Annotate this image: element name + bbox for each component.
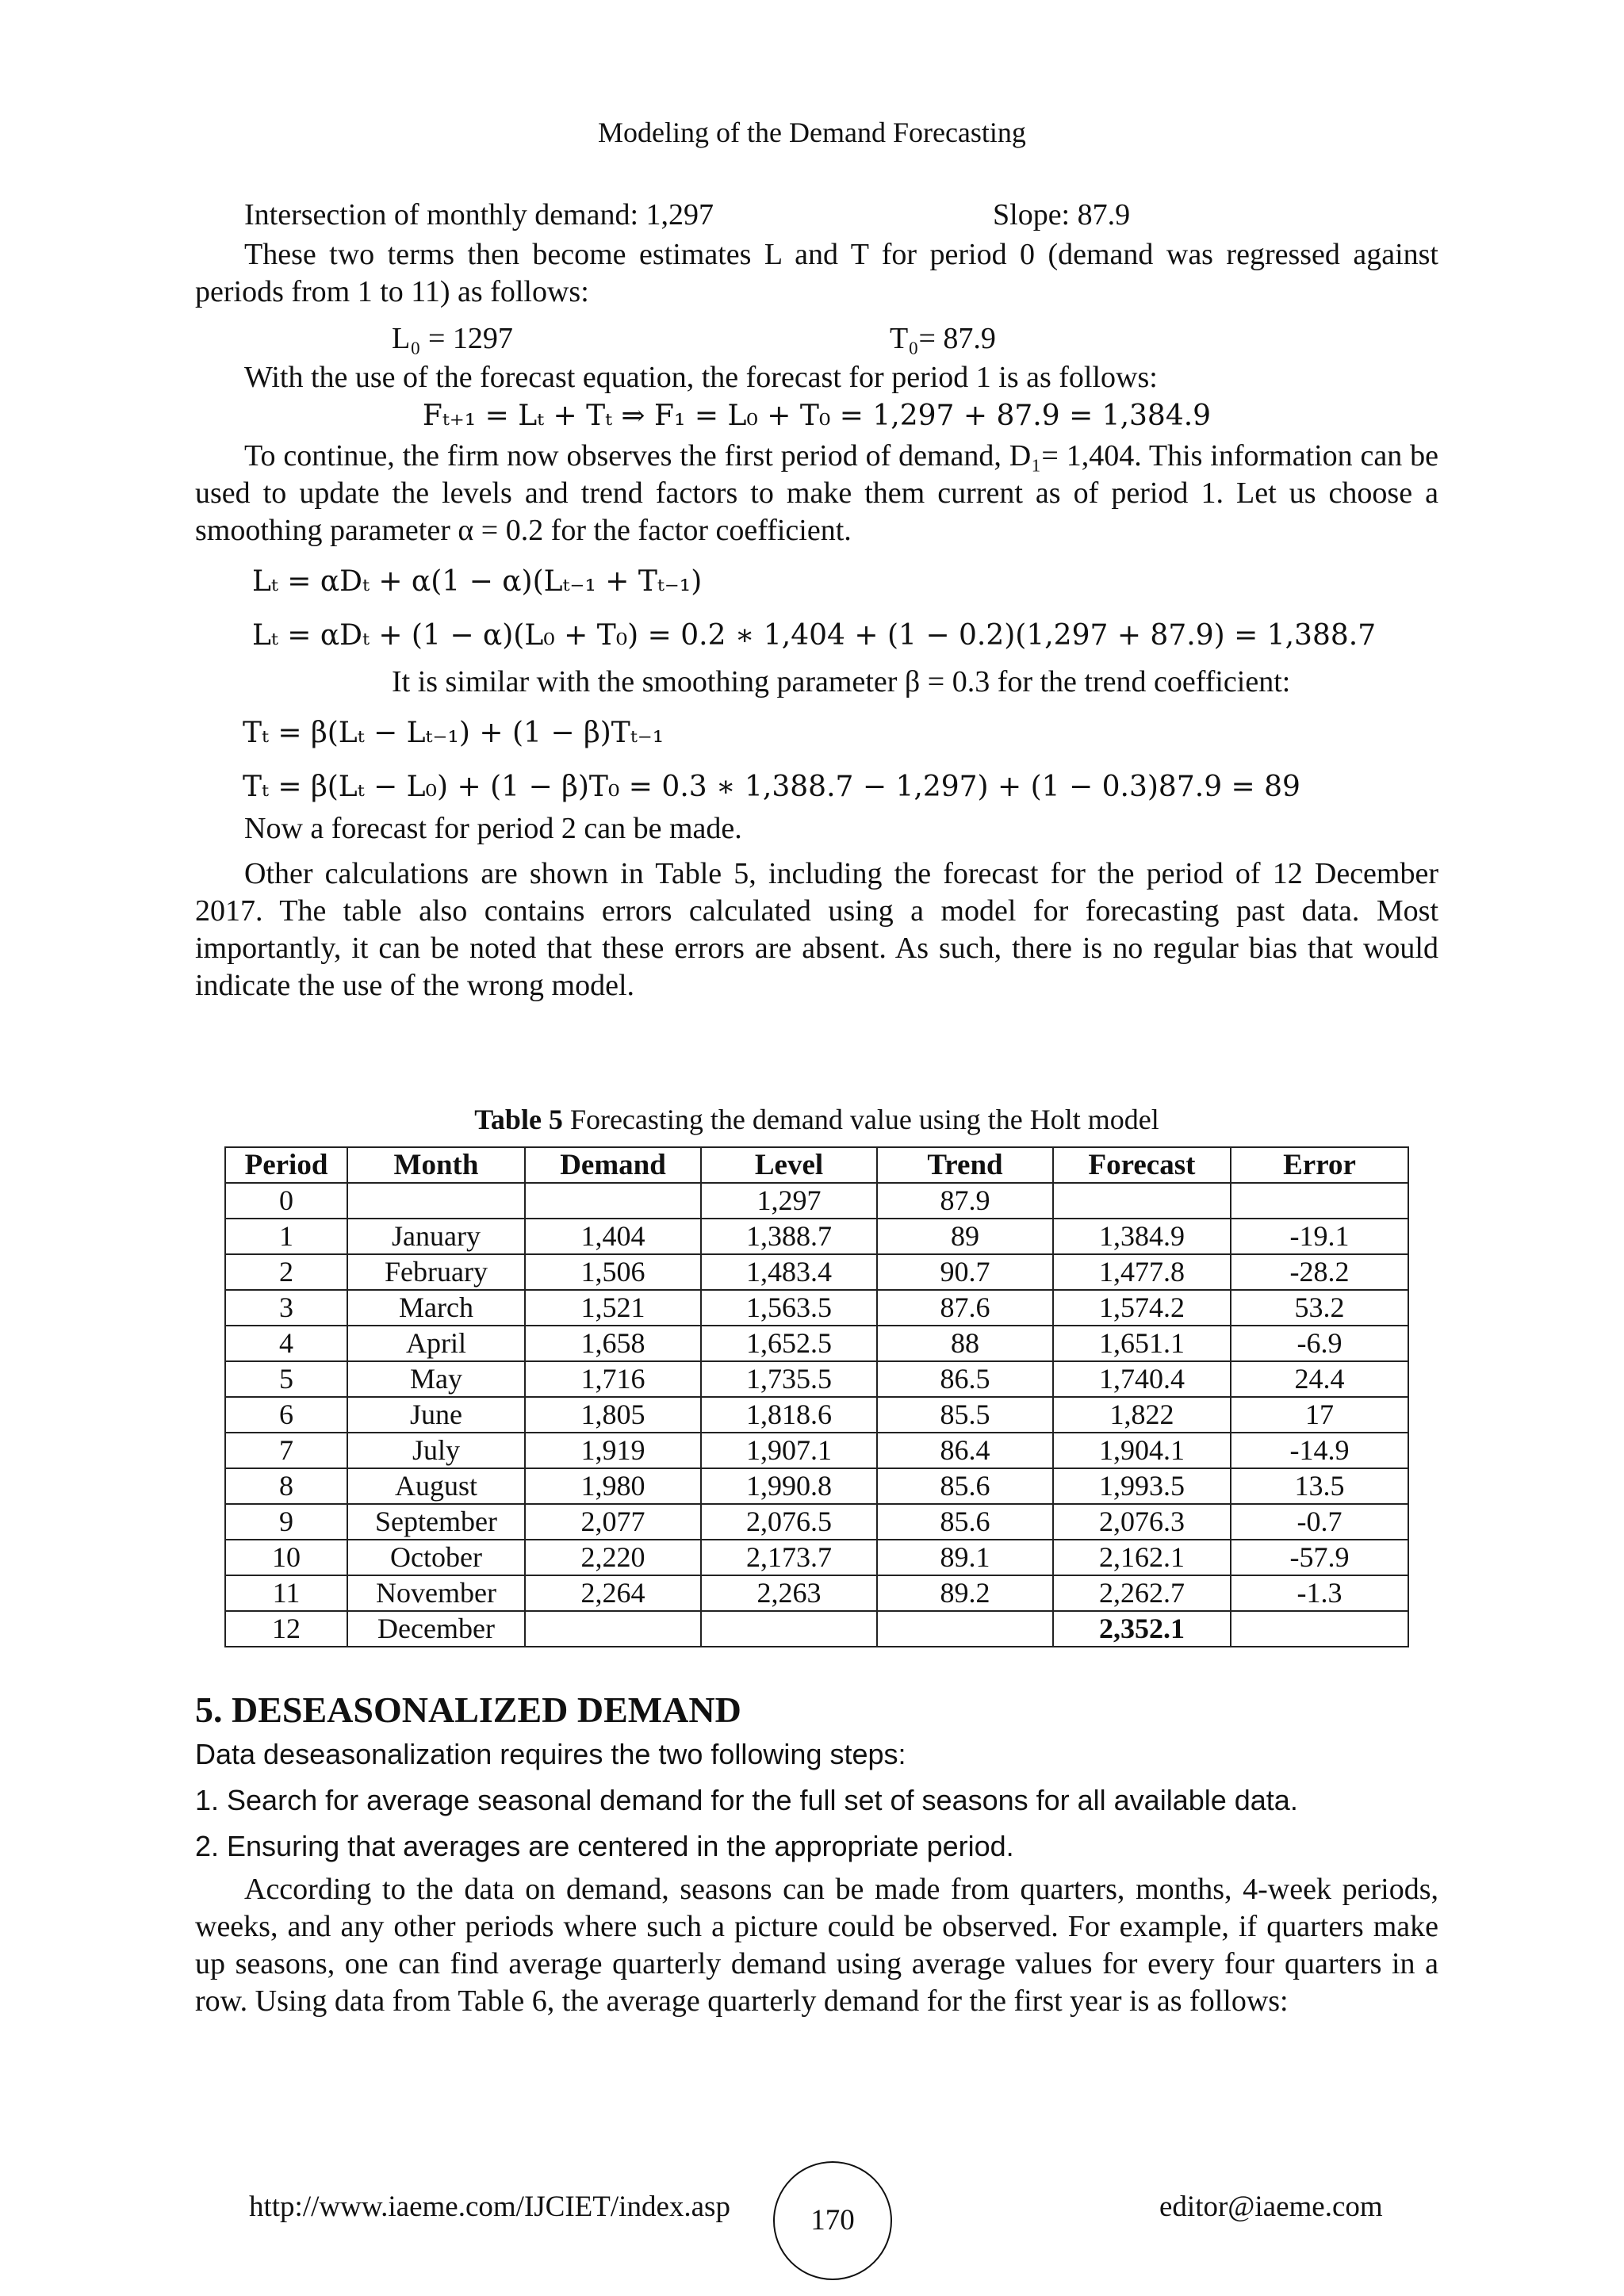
level-equation-general: Lₜ = αDₜ + α(1 − α)(Lₜ₋₁ + Tₜ₋₁) [252,565,703,598]
table-cell: 1,904.1 [1053,1433,1231,1468]
table-cell [877,1611,1053,1647]
col-header-forecast: Forecast [1053,1147,1231,1183]
table-cell: 0 [225,1183,347,1219]
table-row [225,1540,1408,1575]
table-cell: 87.9 [877,1183,1053,1219]
table-cell: 4 [225,1326,347,1361]
table-cell: 24.4 [1231,1361,1408,1397]
trend-equation-applied: Tₜ = β(Lₜ − L₀) + (1 − β)T₀ = 0.3 ∗ 1,388.7 − 1,297) + (1 − 0.3)87.9 = 89 [243,771,1300,803]
table-cell: 2,076.3 [1053,1504,1231,1540]
table-cell: 1,652.5 [701,1326,877,1361]
footer-email-link[interactable]: editor@iaeme.com [1159,2191,1383,2223]
col-header-error: Error [1231,1147,1408,1183]
table-row [225,1326,1408,1361]
table-cell: 1,483.4 [701,1254,877,1290]
table-cell: 2,220 [525,1540,701,1575]
table-cell: 1,506 [525,1254,701,1290]
table-cell: 85.6 [877,1468,1053,1504]
table-cell: 1,651.1 [1053,1326,1231,1361]
table-cell: August [347,1468,525,1504]
table-header-row [225,1147,1408,1183]
paragraph-seasons: According to the data on demand, seasons can be made from quarters, months, 4-week periods, weeks, and any other periods where such a picture could be observed. For example, if quarters make up seasons, one can find average quarterly demand using average values for every four quarters in a row. Using data from Table 6, the average quarterly demand for the first year is as follows: [195,1873,1438,2018]
table-cell: March [347,1290,525,1326]
table-cell: 2,162.1 [1053,1540,1231,1575]
table-cell: 10 [225,1540,347,1575]
table-cell: December [347,1611,525,1647]
table-cell: 1,716 [525,1361,701,1397]
table-cell: -19.1 [1231,1219,1408,1254]
table-cell: -14.9 [1231,1433,1408,1468]
table-cell: 1,404 [525,1219,701,1254]
col-header-month: Month [347,1147,525,1183]
table-cell: January [347,1219,525,1254]
table-cell: 9 [225,1504,347,1540]
table-cell: 13.5 [1231,1468,1408,1504]
table-cell: -0.7 [1231,1504,1408,1540]
initial-values-row [195,320,1438,358]
table5-section [195,1102,1438,1647]
table-cell: -57.9 [1231,1540,1408,1575]
table-cell: 1,735.5 [701,1361,877,1397]
table-cell [525,1183,701,1219]
table-cell: 87.6 [877,1290,1053,1326]
table-cell: 2,264 [525,1575,701,1611]
section-heading: 5. DESEASONALIZED DEMAND [195,1689,741,1730]
table-cell [1231,1183,1408,1219]
table-cell: 6 [225,1397,347,1433]
table-cell [701,1611,877,1647]
table-row [225,1290,1408,1326]
table-row [225,1397,1408,1433]
table-cell: 2 [225,1254,347,1290]
paragraph-estimates: These two terms then become estimates L and T for period 0 (demand was regressed against periods from 1 to 11) as follows: [195,238,1438,308]
table-cell: 2,262.7 [1053,1575,1231,1611]
col-header-demand: Demand [525,1147,701,1183]
table-cell: 89.1 [877,1540,1053,1575]
page-footer [0,2156,1624,2275]
page-number: 170 [773,2161,892,2280]
table-cell [1053,1183,1231,1219]
table-cell: 1,388.7 [701,1219,877,1254]
table-row [225,1468,1408,1504]
table-cell: 1,658 [525,1326,701,1361]
table-row [225,1433,1408,1468]
table-cell: 89 [877,1219,1053,1254]
table-cell: 2,173.7 [701,1540,877,1575]
table-cell [1231,1611,1408,1647]
table-cell: 85.6 [877,1504,1053,1540]
table-cell: 1,740.4 [1053,1361,1231,1397]
trend-intro-text: It is similar with the smoothing parameter β = 0.3 for the trend coefficient: [392,665,1291,698]
table-cell: 1,919 [525,1433,701,1468]
intro-section [195,197,1438,1004]
table-cell: 88 [877,1326,1053,1361]
table-cell: 1,563.5 [701,1290,877,1326]
table-cell: -6.9 [1231,1326,1408,1361]
table5-caption [195,1102,1438,1137]
trend-equation-general: Tₜ = β(Lₜ − Lₜ₋₁) + (1 − β)Tₜ₋₁ [243,717,665,749]
table-cell: 3 [225,1290,347,1326]
table-row [225,1575,1408,1611]
table-cell: February [347,1254,525,1290]
step-2: 2. Ensuring that averages are centered in the appropriate period. [195,1830,1014,1862]
table-cell: July [347,1433,525,1468]
table-cell: 89.2 [877,1575,1053,1611]
l0-value: L₀ = 1297 [392,322,513,355]
table-cell: 1,993.5 [1053,1468,1231,1504]
intersection-text: Intersection of monthly demand: 1,297 [244,198,714,232]
table-cell: 1,297 [701,1183,877,1219]
forecast-equation: Fₜ₊₁ = Lₜ + Tₜ ⇒ F₁ = L₀ + T₀ = 1,297 + 87.9 = 1,384.9 [422,400,1212,432]
table-cell: 1,477.8 [1053,1254,1231,1290]
paragraph-first-period: To continue, the firm now observes the first period of demand, D₁= 1,404. This information can be used to update the levels and trend factors to make them current as of period 1. Let us choose a smoothing parameter α = 0.2 for the factor coefficient. [195,439,1438,547]
table-cell: 17 [1231,1397,1408,1433]
running-header: Modeling of the Demand Forecasting [598,117,1026,148]
table-row [225,1504,1408,1540]
col-header-level: Level [701,1147,877,1183]
table-cell: -1.3 [1231,1575,1408,1611]
section5 [195,1687,1438,2020]
level-equation-applied: Lₜ = αDₜ + (1 − α)(L₀ + T₀) = 0.2 ∗ 1,404 + (1 − 0.2)(1,297 + 87.9) = 1,388.7 [252,619,1377,652]
table-cell: -28.2 [1231,1254,1408,1290]
table-cell: 2,077 [525,1504,701,1540]
table-cell: 1,990.8 [701,1468,877,1504]
table-cell: 1,818.6 [701,1397,877,1433]
table-cell: 90.7 [877,1254,1053,1290]
step-1: 1. Search for average seasonal demand for the full set of seasons for all available data. [195,1784,1298,1816]
next-forecast-text: Now a forecast for period 2 can be made. [244,812,742,845]
table-cell: 86.4 [877,1433,1053,1468]
table-cell: May [347,1361,525,1397]
table-cell: 1,980 [525,1468,701,1504]
table-cell: 1,384.9 [1053,1219,1231,1254]
table-cell: 85.5 [877,1397,1053,1433]
table-cell: 11 [225,1575,347,1611]
table-cell: November [347,1575,525,1611]
paragraph-other-calculations: Other calculations are shown in Table 5, including the forecast for the period of 12 December 2017. The table also contains errors calculated using a model for forecasting past data. Most importantly, it can be noted that these errors are absent. As such, there is no regular bias that would indicate the use of the wrong model. [195,857,1438,1002]
table-row [225,1219,1408,1254]
table-cell: October [347,1540,525,1575]
table5-caption-text: Forecasting the demand value using the Holt model [562,1104,1159,1135]
table-cell: 7 [225,1433,347,1468]
section-intro: Data deseasonalization requires the two following steps: [195,1738,906,1770]
table-cell: 1,907.1 [701,1433,877,1468]
table-cell: 53.2 [1231,1290,1408,1326]
table-cell: 8 [225,1468,347,1504]
table-row [225,1611,1408,1647]
table-cell [347,1183,525,1219]
table5-caption-label: Table 5 [474,1104,563,1135]
table-cell: 2,352.1 [1053,1611,1231,1647]
table-row [225,1254,1408,1290]
table-row [225,1361,1408,1397]
col-header-period: Period [225,1147,347,1183]
table-cell: 2,076.5 [701,1504,877,1540]
table-cell: 86.5 [877,1361,1053,1397]
table-cell: 1,521 [525,1290,701,1326]
forecast-intro-text: With the use of the forecast equation, the forecast for period 1 is as follows: [244,361,1158,394]
table5 [224,1146,1409,1647]
slope-text: Slope: 87.9 [993,198,1131,232]
table-cell: 12 [225,1611,347,1647]
table-cell: 1,822 [1053,1397,1231,1433]
table-cell: June [347,1397,525,1433]
table-cell: 1 [225,1219,347,1254]
table-cell: 2,263 [701,1575,877,1611]
col-header-trend: Trend [877,1147,1053,1183]
footer-url-link[interactable]: http://www.iaeme.com/IJCIET/index.asp [249,2191,730,2223]
table-cell: April [347,1326,525,1361]
table5-body [225,1183,1408,1647]
table-cell: 1,574.2 [1053,1290,1231,1326]
table-cell: 5 [225,1361,347,1397]
table-cell: 1,805 [525,1397,701,1433]
table-cell [525,1611,701,1647]
table-cell: September [347,1504,525,1540]
table-row [225,1183,1408,1219]
t0-value: T₀= 87.9 [890,322,996,355]
intersection-slope-row [195,197,1438,234]
